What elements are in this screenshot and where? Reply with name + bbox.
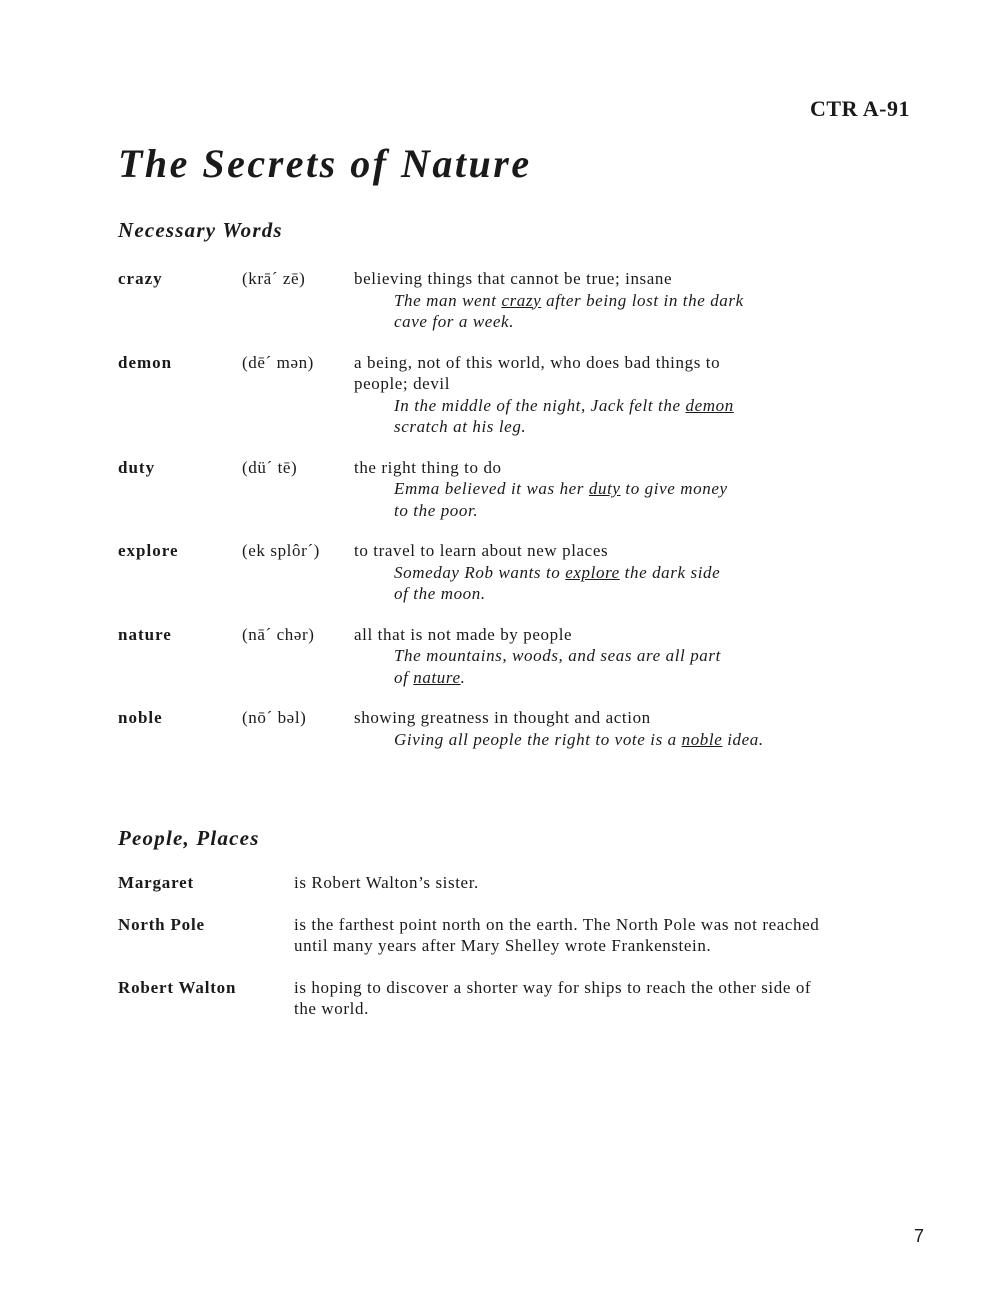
people-name: Margaret <box>118 873 194 892</box>
section-heading-words: Necessary Words <box>118 218 283 242</box>
people-description: is Robert Walton’s sister. <box>294 873 479 892</box>
vocab-entry-duty <box>118 457 838 522</box>
vocab-definition: a being, not of this world, who does bad things to people; devil <box>354 352 721 393</box>
vocab-example: The mountains, woods, and seas are all part of nature. <box>394 646 721 687</box>
vocab-example: Giving all people the right to vote is a noble idea. <box>394 729 764 749</box>
people-places-list <box>118 872 918 1040</box>
vocab-pronunciation: (nā´ chər) <box>242 624 315 644</box>
vocab-example: Someday Rob wants to explore the dark side of the moon. <box>394 562 721 603</box>
vocab-word: demon <box>118 352 173 372</box>
vocab-example: The man went crazy after being lost in the dark cave for a week. <box>394 290 744 331</box>
vocabulary-list <box>118 268 838 769</box>
page-number: 7 <box>913 1226 924 1246</box>
people-name: North Pole <box>118 915 205 934</box>
vocab-example-word: crazy <box>501 290 542 310</box>
vocab-entry-noble <box>118 707 838 750</box>
people-description: is the farthest point north on the earth. The North Pole was not reached until many years after Mary Shelley wrote Frankenstein. <box>294 915 820 955</box>
vocab-definition: the right thing to do <box>354 457 502 477</box>
vocab-example: Emma believed it was her duty to give money to the poor. <box>394 479 728 520</box>
vocab-word: noble <box>118 708 163 727</box>
vocab-pronunciation: (nō´ bəl) <box>242 708 307 727</box>
vocab-definition: to travel to learn about new places <box>354 541 609 560</box>
vocab-entry-explore <box>118 540 838 605</box>
vocab-pronunciation: (dē´ mən) <box>242 352 314 372</box>
vocab-example-word: duty <box>588 479 621 498</box>
vocab-entry-demon <box>118 352 838 438</box>
vocab-definition: believing things that cannot be true; insane <box>354 269 673 288</box>
page-title: The Secrets of Nature <box>118 141 532 186</box>
people-entry-robert-walton <box>118 977 918 1019</box>
document-code: CTR A-91 <box>810 96 910 121</box>
vocab-pronunciation: (dü´ tē) <box>242 457 298 477</box>
vocab-example-word: noble <box>681 729 723 749</box>
vocab-word: duty <box>118 457 156 477</box>
vocab-word: explore <box>118 541 179 560</box>
vocab-entry-crazy <box>118 268 838 333</box>
people-description: is hoping to discover a shorter way for ships to reach the other side of the world. <box>294 978 812 1018</box>
vocab-example-word: explore <box>565 562 620 582</box>
vocab-example-word: nature <box>413 667 461 687</box>
vocab-pronunciation: (krā´ zē) <box>242 269 306 288</box>
vocab-word: crazy <box>118 269 163 288</box>
vocab-pronunciation: (ek splôr´) <box>242 541 320 560</box>
vocab-example: In the middle of the night, Jack felt the demon scratch at his leg. <box>394 395 734 436</box>
vocab-word: nature <box>118 624 172 644</box>
people-name: Robert Walton <box>118 978 237 997</box>
vocab-definition: showing greatness in thought and action <box>354 708 651 727</box>
section-heading-people: People, Places <box>118 826 260 850</box>
vocab-example-word: demon <box>685 395 734 415</box>
vocab-definition: all that is not made by people <box>354 624 573 644</box>
vocab-entry-nature <box>118 624 838 689</box>
people-entry-margaret <box>118 872 918 893</box>
people-entry-north-pole <box>118 914 918 956</box>
